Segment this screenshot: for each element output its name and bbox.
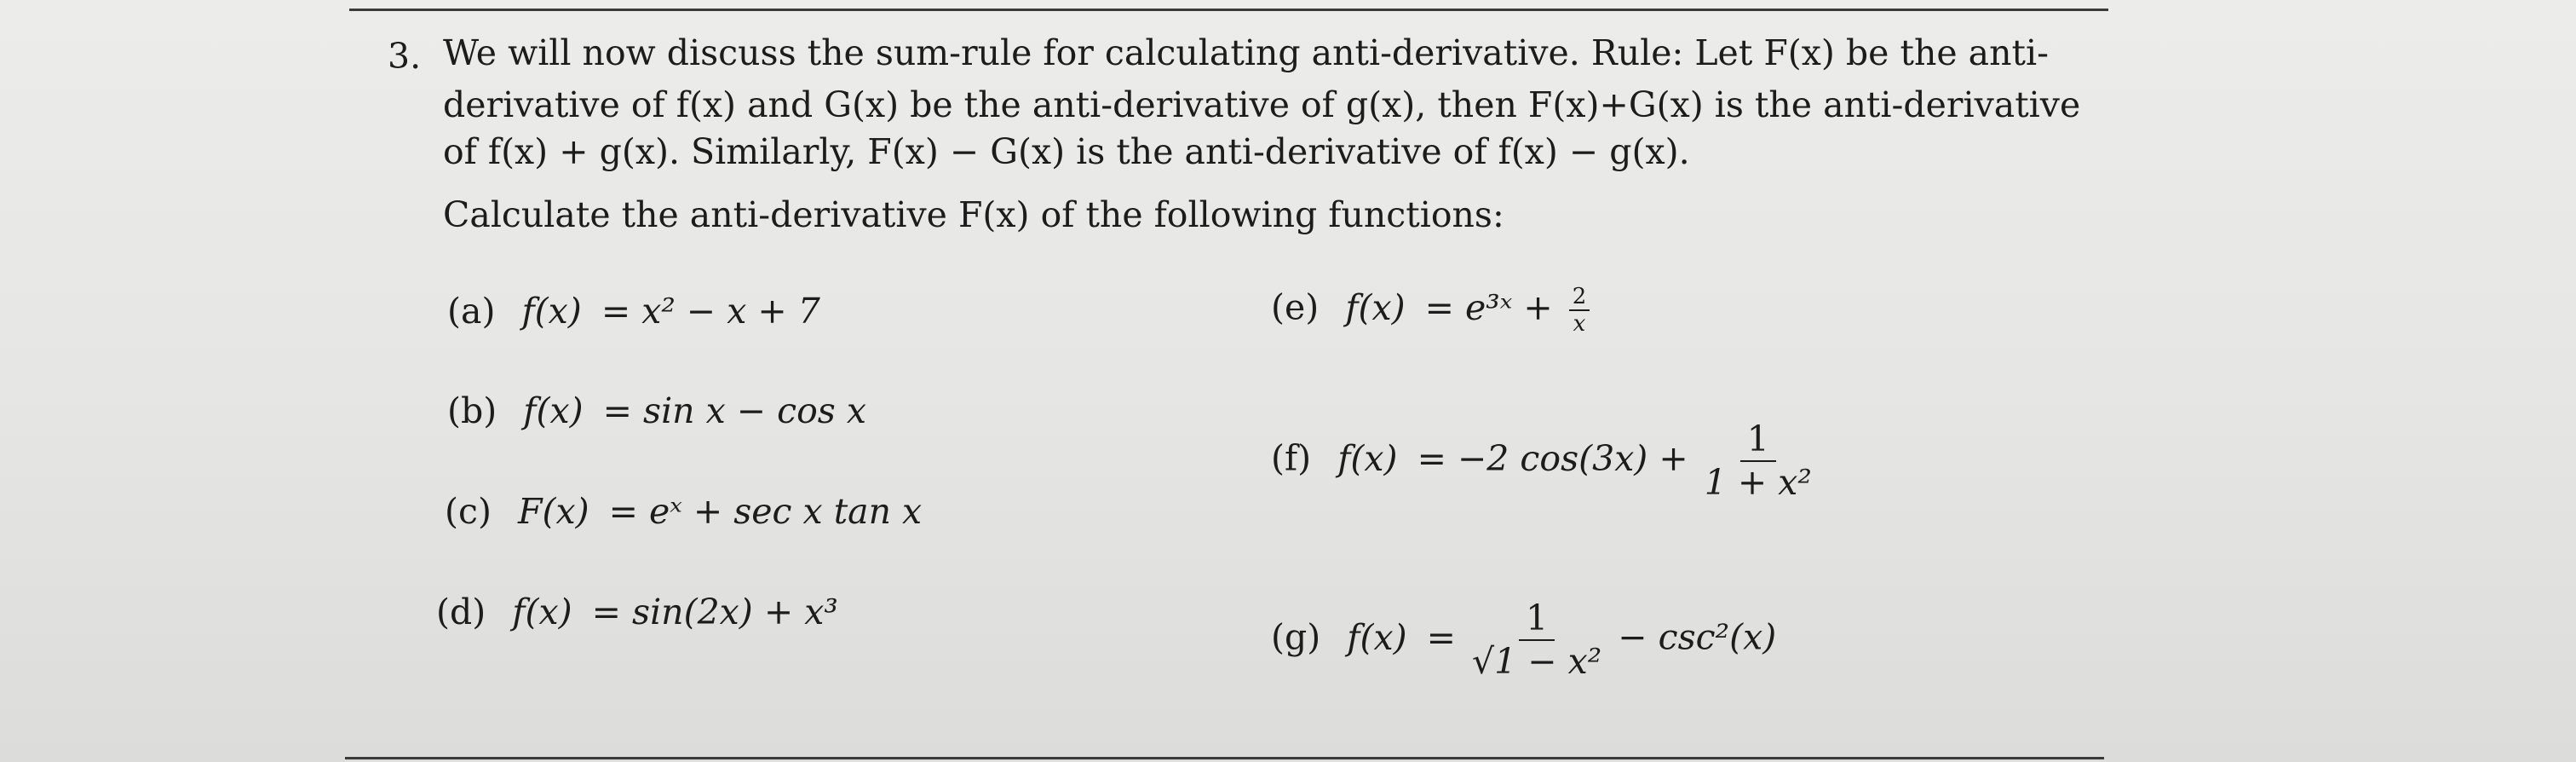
item-b-rhs: = sin x − cos x: [602, 390, 867, 431]
item-f: [1271, 419, 1817, 503]
item-g-numerator: 1: [1519, 601, 1555, 641]
item-f-numerator: 1: [1740, 422, 1776, 462]
item-f-label: (f): [1271, 437, 1312, 479]
item-e-fraction: [1569, 286, 1590, 335]
instruction: Calculate the anti-derivative F(x) of the following functions:: [443, 194, 1504, 235]
item-e: [1271, 286, 1595, 335]
item-a-lhs: f(x): [521, 291, 582, 332]
item-g-rhs-post: − csc²(x): [1618, 616, 1777, 658]
top-rule: [349, 9, 2108, 11]
problem-number: 3.: [388, 36, 422, 77]
item-f-fraction: [1704, 419, 1812, 503]
item-d-lhs: f(x): [512, 592, 572, 632]
item-b-label: (b): [447, 390, 497, 431]
item-a: [447, 291, 820, 332]
item-e-label: (e): [1271, 286, 1320, 328]
item-f-rhs: = −2 cos(3x) +: [1417, 437, 1688, 479]
bottom-rule: [345, 757, 2104, 759]
item-c-lhs: F(x): [518, 491, 589, 532]
item-e-rhs: = e³ˣ +: [1424, 286, 1553, 328]
intro-line-1: We will now discuss the sum-rule for calculating anti-derivative. Rule: Let F(x) be the anti-: [443, 32, 2049, 73]
item-f-denominator: 1 + x²: [1704, 462, 1812, 503]
item-e-numerator: 2: [1569, 286, 1590, 311]
item-b: [447, 390, 867, 431]
item-g-lhs: f(x): [1347, 616, 1407, 658]
intro-line-3: of f(x) + g(x). Similarly, F(x) − G(x) is the anti-derivative of f(x) − g(x).: [443, 131, 1690, 172]
item-e-lhs: f(x): [1345, 286, 1406, 328]
item-g-label: (g): [1271, 616, 1321, 658]
item-d: [436, 592, 838, 632]
item-g-equals: =: [1426, 616, 1456, 658]
item-c-label: (c): [445, 491, 492, 532]
item-a-label: (a): [447, 291, 496, 332]
item-g-denominator: √1 − x²: [1472, 641, 1602, 682]
item-g: [1271, 597, 1777, 682]
item-c: [445, 491, 923, 532]
item-c-rhs: = eˣ + sec x tan x: [608, 491, 923, 532]
item-b-lhs: f(x): [523, 390, 584, 431]
intro-line-2: derivative of f(x) and G(x) be the anti-derivative of g(x), then F(x)+G(x) is the anti-derivative: [443, 84, 2081, 125]
item-d-rhs: = sin(2x) + x³: [591, 592, 838, 632]
item-f-lhs: f(x): [1337, 437, 1398, 479]
item-e-denominator: x: [1573, 311, 1586, 337]
item-d-label: (d): [436, 592, 486, 632]
item-a-rhs: = x² − x + 7: [601, 291, 820, 332]
item-g-fraction: [1472, 597, 1602, 682]
